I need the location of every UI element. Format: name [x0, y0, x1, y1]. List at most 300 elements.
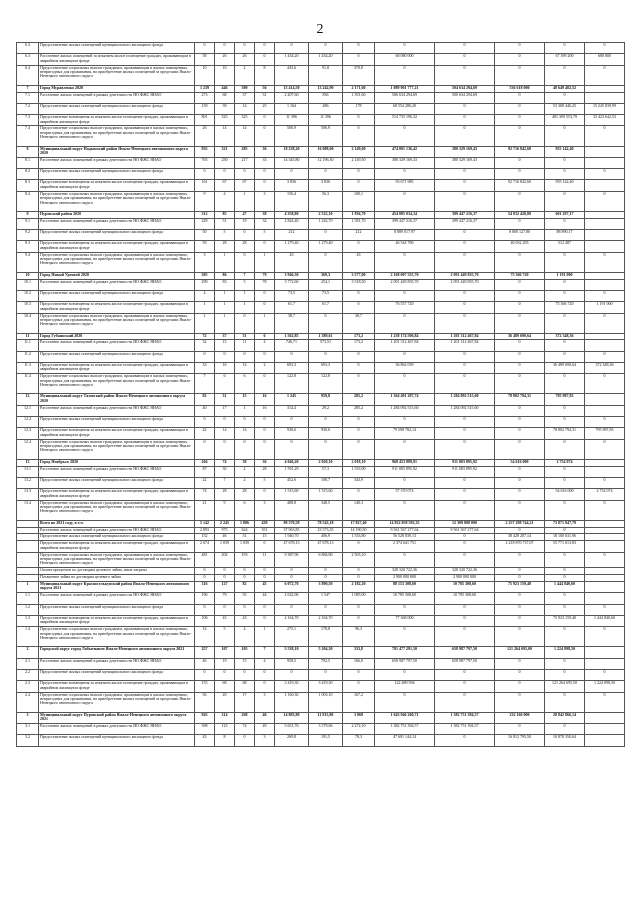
table-row: [17, 604, 625, 615]
value-cell: 0: [495, 692, 545, 712]
value-cell: 3 772,60: [275, 279, 309, 290]
value-cell: 21: [195, 500, 215, 520]
value-cell: 42: [195, 428, 215, 439]
value-cell: 0: [545, 169, 585, 180]
value-cell: 573,51: [309, 340, 343, 351]
value-cell: 88 890,17: [545, 230, 585, 241]
value-cell: 0: [215, 43, 235, 54]
value-cell: 2 245: [215, 520, 235, 527]
value-cell: 122,8: [309, 374, 343, 394]
value-cell: 20: [215, 692, 235, 712]
row-number-cell: 10.1: [17, 279, 39, 290]
value-cell: 0: [495, 417, 545, 428]
table-row: [17, 211, 625, 218]
value-cell: 0: [495, 681, 545, 692]
value-cell: 88 153 308,60: [375, 582, 435, 593]
value-cell: 0: [375, 351, 435, 362]
value-cell: 0: [343, 669, 375, 680]
row-name-cell: Предоставление жилых помещений муниципального жилищного фонда: [39, 669, 195, 680]
value-cell: 0: [343, 615, 375, 626]
row-name-cell: Предоставление социальных выплат гражданам, проживающим в жилых помещениях, непригодных для проживания, на приобретение жилых помещений за пределами Ямало-Ненецкого автономного округа: [39, 374, 195, 394]
value-cell: 46 544 780: [375, 241, 435, 252]
value-cell: 23 573,35: [309, 527, 343, 534]
value-cell: 1 279,40: [275, 241, 309, 252]
value-cell: 232 166 000: [495, 712, 545, 723]
value-cell: 77 368 000: [375, 615, 435, 626]
value-cell: 0: [545, 552, 585, 568]
value-cell: 0: [495, 340, 545, 351]
row-name-cell: Предоставление жилых помещений муниципального жилищного фонда: [39, 477, 195, 488]
value-cell: 3 419,30: [309, 681, 343, 692]
value-cell: 285,2: [343, 394, 375, 405]
value-cell: 19: [215, 658, 235, 669]
value-cell: 0: [545, 252, 585, 272]
value-cell: 74: [215, 459, 235, 466]
value-cell: 105: [235, 647, 255, 658]
value-cell: 0: [545, 723, 585, 734]
value-cell: 0: [495, 552, 545, 568]
table-row: [17, 658, 625, 669]
value-cell: 0: [495, 351, 545, 362]
value-cell: 0: [585, 439, 625, 459]
value-cell: 321: [215, 146, 235, 157]
value-cell: 0: [585, 43, 625, 54]
table-row: [17, 157, 625, 168]
value-cell: 46: [195, 658, 215, 669]
row-number-cell: 9.2: [17, 230, 39, 241]
row-name-cell: Предоставление возмещения за изъятием жилое помещение граждан, проживающим в аварийном жилищном фонде: [39, 541, 195, 552]
value-cell: 0: [255, 169, 275, 180]
value-cell: 140,3: [343, 500, 375, 520]
row-name-cell: Предоставление возмещения за изъятием жилое помещение граждан, проживающим в аварийном жилищном фонде: [39, 302, 195, 313]
value-cell: 193: [235, 552, 255, 568]
value-cell: 28: [255, 466, 275, 477]
row-number-cell: 10: [17, 272, 39, 279]
value-cell: 0: [435, 241, 495, 252]
table-row: [17, 615, 625, 626]
row-name-cell: Предоставление жилых помещений муниципального жилищного фонда: [39, 169, 195, 180]
value-cell: 123: [215, 723, 235, 734]
value-cell: 1 806: [235, 520, 255, 527]
value-cell: 795 987,83: [585, 428, 625, 439]
value-cell: 2 149,60: [343, 146, 375, 157]
value-cell: 0: [585, 191, 625, 211]
value-cell: 2 171,60: [343, 85, 375, 92]
value-cell: 25: [255, 103, 275, 114]
row-number-cell: [17, 520, 39, 527]
value-cell: 14: [235, 103, 255, 114]
value-cell: 139: [195, 103, 215, 114]
value-cell: 506,9: [309, 126, 343, 146]
value-cell: 0: [309, 351, 343, 362]
table-row: [17, 568, 625, 575]
value-cell: 0: [255, 374, 275, 394]
value-cell: 0: [309, 439, 343, 459]
value-cell: 781 477 291,50: [375, 647, 435, 658]
value-cell: 0: [545, 477, 585, 488]
value-cell: 75 366 720: [545, 302, 585, 313]
value-cell: 4: [215, 191, 235, 211]
value-cell: [585, 333, 625, 340]
value-cell: 1 279,40: [309, 241, 343, 252]
value-cell: 0: [585, 65, 625, 85]
value-cell: 1 382 751 394,57: [435, 723, 495, 734]
row-number-cell: 8.3: [17, 180, 39, 191]
row-number-cell: 9.3: [17, 241, 39, 252]
value-cell: 22: [195, 477, 215, 488]
value-cell: 3 836: [309, 180, 343, 191]
value-cell: 3: [255, 692, 275, 712]
value-cell: 3 946,30: [275, 272, 309, 279]
value-cell: 1 239: [195, 85, 215, 92]
row-name-cell: Расселение жилых помещений за изъятием жилое помещение граждан, проживающим в аварийном жилищном фонде: [39, 54, 195, 65]
value-cell: 0: [235, 417, 255, 428]
value-cell: 0: [545, 157, 585, 168]
value-cell: 1 382 751 394,57: [375, 723, 435, 734]
table-row: [17, 115, 625, 126]
row-number-cell: 8.2: [17, 169, 39, 180]
value-cell: 38 428 207,14: [495, 534, 545, 541]
value-cell: 0: [343, 568, 375, 575]
value-cell: 0: [309, 43, 343, 54]
value-cell: 11: [255, 552, 275, 568]
value-cell: 11 396: [275, 115, 309, 126]
value-cell: 836: [309, 92, 343, 103]
value-cell: 0: [495, 405, 545, 416]
value-cell: 0: [343, 363, 375, 374]
value-cell: 0: [195, 169, 215, 180]
value-cell: [585, 647, 625, 658]
table-row: [17, 180, 625, 191]
row-name-cell: Предоставление социальных выплат гражданам, проживающим в жилых помещениях, непригодных для проживания, на приобретение жилых помещений за пределами Ямало-Ненецкого автономного округа: [39, 252, 195, 272]
value-cell: 2 632,90: [275, 593, 309, 604]
report-table-body: [17, 43, 625, 747]
value-cell: 3 518,50: [343, 279, 375, 290]
row-number-cell: [17, 552, 39, 568]
row-name-cell: Предоставление возмещения за изъятием жилое помещение граждан, проживающим в аварийном жилищном фонде: [39, 428, 195, 439]
value-cell: 328 320 722,36: [375, 568, 435, 575]
value-cell: [585, 230, 625, 241]
row-name-cell: Предоставление социальных выплат гражданам, проживающим в жилых помещениях, непригодных для проживания, на приобретение жилых помещений за пределами Ямало-Ненецкого автономного округа: [39, 500, 195, 520]
value-cell: 4: [235, 627, 255, 647]
value-cell: 250: [215, 157, 235, 168]
value-cell: 0: [495, 575, 545, 582]
value-cell: 14: [235, 428, 255, 439]
value-cell: 1 201 312 467,84: [435, 340, 495, 351]
value-cell: 44: [255, 593, 275, 604]
value-cell: 0: [585, 126, 625, 146]
table-row: [17, 647, 625, 658]
value-cell: 3: [195, 252, 215, 272]
value-cell: 0: [195, 43, 215, 54]
value-cell: 1 085,90: [343, 593, 375, 604]
value-cell: 61,7: [309, 302, 343, 313]
value-cell: 1 382 751 394,57: [435, 712, 495, 723]
row-number-cell: 12: [17, 394, 39, 405]
value-cell: 1 591,29: [275, 466, 309, 477]
value-cell: 399 447 216,37: [435, 218, 495, 229]
value-cell: 0: [215, 669, 235, 680]
value-cell: 2 164,70: [275, 615, 309, 626]
row-name-cell: Предоставление жилых помещений муниципального жилищного фонда: [39, 735, 195, 746]
value-cell: 54 616 000: [545, 489, 585, 500]
value-cell: 0: [215, 575, 235, 582]
value-cell: 36 489 690,64: [545, 363, 585, 374]
value-cell: 370,8: [343, 65, 375, 85]
value-cell: 0: [255, 669, 275, 680]
row-name-cell: Предоставление возмещения за изъятием жилое помещение граждан, проживающим в аварийном жилищном фонде: [39, 489, 195, 500]
value-cell: 1 389,61: [309, 333, 343, 340]
value-cell: 1 940,70: [275, 534, 309, 541]
value-cell: 106: [195, 615, 215, 626]
value-cell: [585, 712, 625, 723]
value-cell: 10 878 350,64: [545, 735, 585, 746]
value-cell: 46: [215, 534, 235, 541]
value-cell: 47 691 144,14: [375, 735, 435, 746]
value-cell: 0: [495, 527, 545, 534]
row-number-cell: 6.3: [17, 54, 39, 65]
value-cell: 1 836,70: [343, 211, 375, 218]
value-cell: 249: [195, 218, 215, 229]
table-row: [17, 439, 625, 459]
value-cell: 166,0: [343, 658, 375, 669]
value-cell: 0: [545, 65, 585, 85]
value-cell: 5 142: [195, 520, 215, 527]
value-cell: 1 089 901 777,21: [375, 85, 435, 92]
row-name-cell: Город Новый Уренгой 2020: [39, 272, 195, 279]
value-cell: 0: [255, 43, 275, 54]
value-cell: 1 201 312 467,84: [375, 340, 435, 351]
value-cell: 0: [435, 692, 495, 712]
value-cell: 14 883,80: [275, 712, 309, 723]
value-cell: [585, 658, 625, 669]
value-cell: 5 538,10: [275, 647, 309, 658]
value-cell: 911 083 895,92: [435, 466, 495, 477]
value-cell: 47 678,13: [275, 541, 309, 552]
value-cell: 0: [275, 43, 309, 54]
value-cell: 152: [195, 534, 215, 541]
value-cell: 1 581,70: [343, 218, 375, 229]
value-cell: 0: [495, 489, 545, 500]
value-cell: 5: [215, 627, 235, 647]
value-cell: 26: [215, 54, 235, 65]
value-cell: 2: [235, 477, 255, 488]
value-cell: 0: [585, 604, 625, 615]
value-cell: 0: [435, 65, 495, 85]
table-row: [17, 489, 625, 500]
table-row: [17, 735, 625, 746]
value-cell: 0: [375, 43, 435, 54]
value-cell: 6: [255, 333, 275, 340]
value-cell: 0: [255, 241, 275, 252]
row-number-cell: 11.3: [17, 363, 39, 374]
row-name-cell: Предоставление возмещения за изъятием жилое помещение граждан, проживающим в аварийном жилищном фонде: [39, 681, 195, 692]
row-number-cell: 8.1: [17, 157, 39, 168]
value-cell: 0: [255, 681, 275, 692]
value-cell: 10: [195, 65, 215, 85]
value-cell: 0: [375, 290, 435, 301]
value-cell: 78: [255, 279, 275, 290]
value-cell: 0: [545, 340, 585, 351]
row-number-cell: 1.3: [17, 615, 39, 626]
value-cell: 0: [235, 43, 255, 54]
row-number-cell: 9.1: [17, 218, 39, 229]
value-cell: 406,9: [309, 534, 343, 541]
value-cell: 36 489 690,64: [495, 333, 545, 340]
value-cell: 0: [495, 169, 545, 180]
value-cell: 930,6: [275, 428, 309, 439]
row-number-cell: 2.1: [17, 658, 39, 669]
value-cell: [585, 157, 625, 168]
value-cell: 19: [235, 218, 255, 229]
value-cell: 58: [195, 54, 215, 65]
value-cell: 0: [545, 126, 585, 146]
value-cell: 2 149,50: [343, 157, 375, 168]
value-cell: 16: [215, 363, 235, 374]
value-cell: 0: [495, 313, 545, 333]
value-cell: 0: [343, 180, 375, 191]
value-cell: 0: [545, 658, 585, 669]
value-cell: 6: [235, 500, 255, 520]
value-cell: 0: [255, 417, 275, 428]
value-cell: 0: [495, 252, 545, 272]
value-cell: 31: [235, 333, 255, 340]
value-cell: 0: [585, 252, 625, 272]
value-cell: 33: [255, 157, 275, 168]
row-name-cell: Расселение жилых помещений в рамках деятельности НО ФЖС ЯНАО: [39, 279, 195, 290]
row-number-cell: 11.1: [17, 340, 39, 351]
value-cell: 36: [255, 146, 275, 157]
value-cell: 0: [435, 169, 495, 180]
value-cell: 7: [215, 477, 235, 488]
value-cell: 68 554 286,20: [375, 103, 435, 114]
row-name-cell: Расселение жилых помещений в рамках деятельности НО ФЖС ЯНАО: [39, 218, 195, 229]
value-cell: 78 802 794,31: [545, 428, 585, 439]
value-cell: 4 046,20: [275, 459, 309, 466]
value-cell: 1 434,20: [309, 54, 343, 65]
value-cell: 488,8: [275, 500, 309, 520]
value-cell: 930,6: [309, 428, 343, 439]
table-row: [17, 126, 625, 146]
value-cell: 5: [235, 279, 255, 290]
value-cell: 506 634 294,69: [435, 92, 495, 103]
row-number-cell: 3: [17, 712, 39, 723]
value-cell: 0: [309, 230, 343, 241]
value-cell: 0: [215, 169, 235, 180]
value-cell: 83: [215, 279, 235, 290]
value-cell: 68: [215, 681, 235, 692]
value-cell: 474 001 136,42: [375, 146, 435, 157]
row-name-cell: Расселение жилых помещений в рамках деятельности НО ФЖС ЯНАО: [39, 340, 195, 351]
row-name-cell: Предоставление жилых помещений муниципального жилищного фонда: [39, 103, 195, 114]
row-number-cell: 1: [17, 582, 39, 593]
value-cell: 0: [255, 428, 275, 439]
value-cell: 167,2: [343, 692, 375, 712]
value-cell: 0: [235, 351, 255, 362]
value-cell: 0: [435, 302, 495, 313]
value-cell: 0: [195, 604, 215, 615]
value-cell: 2 168 007 555,70: [375, 272, 435, 279]
value-cell: 0: [375, 552, 435, 568]
row-number-cell: 9: [17, 211, 39, 218]
value-cell: 0: [375, 65, 435, 85]
value-cell: 0: [495, 500, 545, 520]
value-cell: 0: [235, 439, 255, 459]
value-cell: 299: [195, 279, 215, 290]
value-cell: 38: [255, 211, 275, 218]
value-cell: 121 264 695,50: [545, 681, 585, 692]
value-cell: 0: [343, 241, 375, 252]
value-cell: 0: [309, 575, 343, 582]
value-cell: 10 785 308,60: [435, 582, 495, 593]
value-cell: 1 515,60: [309, 489, 343, 500]
value-cell: 1 364 491 297,74: [375, 394, 435, 405]
value-cell: 0: [435, 604, 495, 615]
value-cell: 15 245 839,99: [585, 103, 625, 114]
value-cell: 372 348,36: [585, 363, 625, 374]
value-cell: 0: [585, 627, 625, 647]
row-number-cell: 10.4: [17, 313, 39, 333]
value-cell: 57 370 074: [375, 489, 435, 500]
value-cell: 0: [585, 692, 625, 712]
value-cell: 108,7: [309, 477, 343, 488]
value-cell: 305: [195, 272, 215, 279]
value-cell: 67: [215, 180, 235, 191]
table-row: [17, 500, 625, 520]
value-cell: 273: [195, 92, 215, 103]
value-cell: 92 716 842,60: [495, 180, 545, 191]
value-cell: 2 257 298 744,21: [495, 520, 545, 527]
value-cell: 14 822 058 592,35: [375, 520, 435, 527]
value-cell: 0: [495, 466, 545, 477]
table-row: [17, 466, 625, 477]
value-cell: 3: [255, 500, 275, 520]
value-cell: 269,8: [275, 735, 309, 746]
value-cell: 0: [309, 313, 343, 333]
value-cell: 178: [343, 103, 375, 114]
row-number-cell: 7.2: [17, 103, 39, 114]
value-cell: 1 245: [275, 394, 309, 405]
value-cell: 28: [235, 489, 255, 500]
value-cell: 0: [495, 54, 545, 65]
row-number-cell: [17, 527, 39, 534]
value-cell: 1 284 092 515,60: [435, 405, 495, 416]
value-cell: 506 634 294,69: [375, 92, 435, 103]
row-number-cell: 2.4: [17, 692, 39, 712]
value-cell: 372 348,36: [545, 333, 585, 340]
row-name-cell: Предоставление жилых помещений муниципального жилищного фонда: [39, 230, 195, 241]
value-cell: 1: [215, 313, 235, 333]
value-cell: 86: [215, 272, 235, 279]
table-row: [17, 593, 625, 604]
row-name-cell: Город Ноябрьск 2020: [39, 459, 195, 466]
value-cell: 2 754 074: [545, 459, 585, 466]
table-row: [17, 241, 625, 252]
value-cell: 47: [235, 211, 255, 218]
value-cell: 454 885 034,34: [375, 211, 435, 218]
value-cell: 2: [235, 466, 255, 477]
value-cell: 506,9: [275, 126, 309, 146]
value-cell: 8 889 017,97: [375, 230, 435, 241]
value-cell: 0: [343, 302, 375, 313]
row-name-cell: Городской округ город Лабытнанги Ямало-Ненецкого автономного округа 2021: [39, 647, 195, 658]
value-cell: 9: [195, 191, 215, 211]
value-cell: 2 900 000 000: [435, 575, 495, 582]
value-cell: 624: [235, 527, 255, 534]
value-cell: 75 923 159,40: [495, 582, 545, 593]
value-cell: 0: [343, 417, 375, 428]
value-cell: 0: [195, 568, 215, 575]
